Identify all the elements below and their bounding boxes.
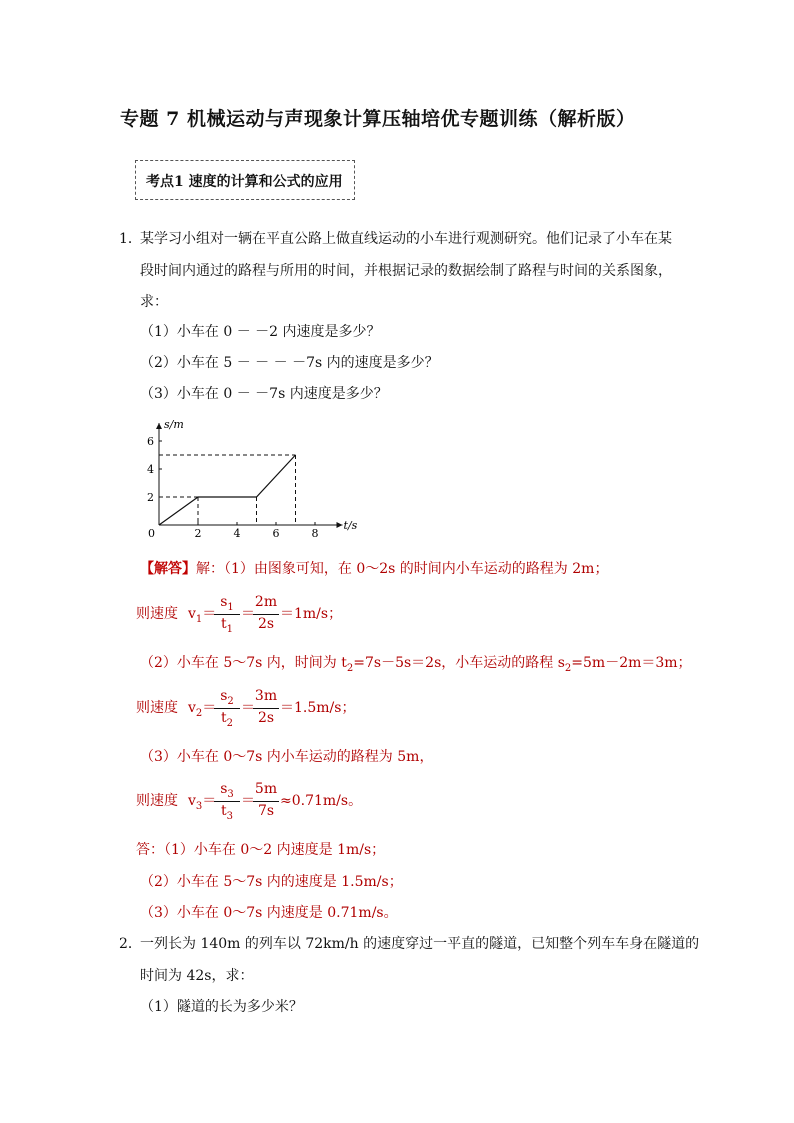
y-tick-label: 4 — [147, 463, 154, 476]
q2-text-line2: 时间为 42s，求： — [140, 968, 254, 984]
answer-intro-line — [140, 559, 608, 579]
q1-text-line3: 求： — [140, 294, 168, 310]
v3-result: ≈0.71m/s。 — [280, 793, 363, 809]
x-tick-label: 8 — [311, 527, 319, 540]
q1-sub1: （1）小车在 0 － －2 内速度是多少？ — [140, 324, 381, 340]
x-tick-label: 6 — [272, 527, 280, 540]
y-tick-label: 2 — [147, 491, 154, 504]
q1-text-line1: 某学习小组对一辆在平直公路上做直线运动的小车进行观测研究。他们记录了小车在某 — [140, 231, 672, 247]
v3-prefix: 则速度 — [136, 793, 178, 809]
v1-result: ＝1m/s； — [280, 606, 343, 622]
answer-part2: （2）小车在 5～7s 内，时间为 $t_2=7s-5s=2s$，小车运动的路程 $s_2=5m-2m=3m$； — [140, 655, 692, 674]
x-axis-arrow — [337, 522, 343, 528]
answer-part3: （3）小车在 0～7s 内小车运动的路程为 5m， — [140, 749, 434, 765]
q2-number: 2． — [119, 936, 142, 952]
y-axis-arrow — [156, 423, 162, 429]
x-tick-label: 4 — [233, 527, 241, 540]
section-heading: 考点1 速度的计算和公式的应用 — [146, 174, 343, 190]
v2-result: ＝1.5m/s； — [280, 700, 356, 716]
q1-text-line2: 段时间内通过的路程与所用的时间，并根据记录的数据绘制了路程与时间的关系图象， — [140, 263, 672, 279]
answer-label: 【解答】 — [140, 561, 196, 577]
v2-fraction-symbolic: $s_2$ $t_2$ — [212, 688, 242, 732]
x-axis-label: t/s — [343, 519, 358, 532]
series-line — [159, 455, 296, 525]
y-tick-label: 6 — [147, 435, 154, 448]
section-heading-box — [135, 160, 355, 200]
page-title: 专题 7 机械运动与声现象计算压轴培优专题训练（解析版） — [120, 108, 636, 130]
x-tick-label: 2 — [194, 527, 202, 540]
final-answer-2: （2）小车在 5～7s 内的速度是 1.5m/s； — [140, 874, 403, 890]
v1-frac-den: $t_1$ — [220, 616, 233, 635]
v1-fraction-values: 2m 2s — [254, 594, 278, 632]
distance-time-graph — [140, 412, 370, 542]
v3-lhs: $v_3=$ — [188, 793, 217, 812]
v1-frac-num: $s_1$ — [220, 594, 234, 613]
v3-fraction-values: 5m 7s — [254, 781, 278, 819]
final-answer-1: 答：（1）小车在 0～2 内速度是 1m/s； — [136, 842, 386, 858]
v1-fraction-symbolic — [212, 594, 242, 638]
v2-fraction-values: 3m 2s — [254, 688, 278, 726]
v1-prefix: 则速度 — [136, 606, 178, 622]
final-answer-3: （3）小车在 0～7s 内速度是 0.71m/s。 — [140, 905, 398, 921]
q2-text-line1: 一列长为 140m 的列车以 72km/h 的速度穿过一平直的隧道，已知整个列车车身在隧道的 — [140, 936, 700, 952]
v3-fraction-symbolic: $s_3$ $t_3$ — [212, 781, 242, 825]
v1-lhs: $v_1=$ — [188, 606, 217, 625]
y-axis-label: s/m — [164, 418, 184, 431]
q1-sub3: （3）小车在 0 － －7s 内速度是多少？ — [140, 386, 388, 402]
x-tick-label: 0 — [148, 527, 155, 540]
q1-sub2: （2）小车在 5 － － － －7s 内的速度是多少？ — [140, 355, 439, 371]
answer-intro: 解：（1）由图象可知，在 0～2s 的时间内小车运动的路程为 2m； — [196, 561, 609, 577]
v2-prefix: 则速度 — [136, 700, 178, 716]
v2-lhs: $v_2=$ — [188, 700, 217, 719]
q1-number: 1． — [119, 231, 142, 247]
q2-sub1: （1）隧道的长为多少米？ — [140, 999, 303, 1015]
